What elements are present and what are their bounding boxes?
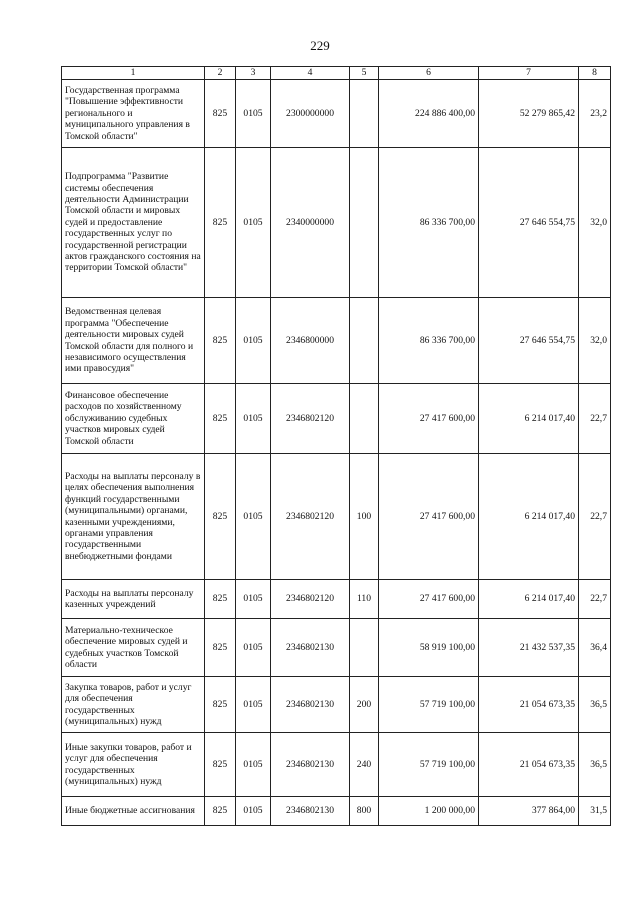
actual-amount-cell: 377 864,00 — [479, 797, 579, 826]
expense-type-cell — [350, 80, 379, 148]
admin-code-cell: 825 — [205, 580, 236, 619]
table-row — [62, 733, 611, 797]
admin-code-cell: 825 — [205, 148, 236, 298]
percent-cell: 36,5 — [579, 733, 611, 797]
admin-code-cell: 825 — [205, 454, 236, 580]
section-code-cell: 0105 — [236, 619, 271, 677]
actual-amount-cell: 6 214 017,40 — [479, 454, 579, 580]
column-header: 3 — [236, 67, 271, 80]
row-name-cell: Расходы на выплаты персоналу в целях обеспечения выполнения функций государственными (муниципальными) органами, казенными учреждениями, органами управления государственными внебюджетными фондами — [62, 454, 205, 580]
percent-cell: 36,5 — [579, 677, 611, 733]
table-row — [62, 80, 611, 148]
plan-amount-cell: 27 417 600,00 — [379, 580, 479, 619]
table-row — [62, 384, 611, 454]
actual-amount-cell: 27 646 554,75 — [479, 298, 579, 384]
table-row — [62, 298, 611, 384]
column-header: 6 — [379, 67, 479, 80]
column-header: 7 — [479, 67, 579, 80]
target-article-cell: 2346802130 — [271, 797, 350, 826]
admin-code-cell: 825 — [205, 677, 236, 733]
percent-cell: 22,7 — [579, 580, 611, 619]
plan-amount-cell: 57 719 100,00 — [379, 733, 479, 797]
section-code-cell: 0105 — [236, 677, 271, 733]
row-name-cell: Подпрограмма "Развитие системы обеспечения деятельности Администрации Томской области и мировых судей и предоставление государственных услуг по государственной регистрации актов гражданского состояния на территории Томской области" — [62, 148, 205, 298]
admin-code-cell: 825 — [205, 80, 236, 148]
section-code-cell: 0105 — [236, 80, 271, 148]
column-header: 4 — [271, 67, 350, 80]
row-name-cell: Иные бюджетные ассигнования — [62, 797, 205, 826]
table-row — [62, 677, 611, 733]
row-name-cell: Ведомственная целевая программа "Обеспечение деятельности мировых судей Томской области для полного и независимого осуществления ими правосудия" — [62, 298, 205, 384]
target-article-cell: 2346802130 — [271, 733, 350, 797]
plan-amount-cell: 27 417 600,00 — [379, 454, 479, 580]
expense-type-cell — [350, 148, 379, 298]
percent-cell: 36,4 — [579, 619, 611, 677]
table-row — [62, 454, 611, 580]
section-code-cell: 0105 — [236, 454, 271, 580]
plan-amount-cell: 224 886 400,00 — [379, 80, 479, 148]
admin-code-cell: 825 — [205, 797, 236, 826]
column-header: 1 — [62, 67, 205, 80]
target-article-cell: 2346802130 — [271, 619, 350, 677]
admin-code-cell: 825 — [205, 619, 236, 677]
expense-type-cell: 100 — [350, 454, 379, 580]
percent-cell: 32,0 — [579, 148, 611, 298]
actual-amount-cell: 21 054 673,35 — [479, 733, 579, 797]
actual-amount-cell: 27 646 554,75 — [479, 148, 579, 298]
row-name-cell: Иные закупки товаров, работ и услуг для обеспечения государственных (муниципальных) нужд — [62, 733, 205, 797]
section-code-cell: 0105 — [236, 148, 271, 298]
page-number: 229 — [310, 38, 330, 53]
column-header: 8 — [579, 67, 611, 80]
target-article-cell: 2346802120 — [271, 384, 350, 454]
row-name-cell: Материально-техническое обеспечение мировых судей и судебных участков Томской области — [62, 619, 205, 677]
expense-type-cell: 800 — [350, 797, 379, 826]
expense-type-cell: 240 — [350, 733, 379, 797]
row-name-cell: Закупка товаров, работ и услуг для обеспечения государственных (муниципальных) нужд — [62, 677, 205, 733]
plan-amount-cell: 86 336 700,00 — [379, 298, 479, 384]
row-name-cell: Финансовое обеспечение расходов по хозяйственному обслуживанию судебных участков мировых судей Томской области — [62, 384, 205, 454]
target-article-cell: 2340000000 — [271, 148, 350, 298]
target-article-cell: 2346802130 — [271, 677, 350, 733]
admin-code-cell: 825 — [205, 384, 236, 454]
table-row — [62, 580, 611, 619]
plan-amount-cell: 58 919 100,00 — [379, 619, 479, 677]
target-article-cell: 2346802120 — [271, 580, 350, 619]
section-code-cell: 0105 — [236, 580, 271, 619]
percent-cell: 31,5 — [579, 797, 611, 826]
admin-code-cell: 825 — [205, 733, 236, 797]
section-code-cell: 0105 — [236, 384, 271, 454]
section-code-cell: 0105 — [236, 298, 271, 384]
plan-amount-cell: 1 200 000,00 — [379, 797, 479, 826]
actual-amount-cell: 21 432 537,35 — [479, 619, 579, 677]
column-header: 5 — [350, 67, 379, 80]
section-code-cell: 0105 — [236, 733, 271, 797]
plan-amount-cell: 86 336 700,00 — [379, 148, 479, 298]
percent-cell: 23,2 — [579, 80, 611, 148]
target-article-cell: 2346800000 — [271, 298, 350, 384]
expense-type-cell — [350, 619, 379, 677]
section-code-cell: 0105 — [236, 797, 271, 826]
percent-cell: 22,7 — [579, 454, 611, 580]
budget-table — [61, 66, 611, 826]
table-row — [62, 797, 611, 826]
actual-amount-cell: 52 279 865,42 — [479, 80, 579, 148]
percent-cell: 22,7 — [579, 384, 611, 454]
percent-cell: 32,0 — [579, 298, 611, 384]
expense-type-cell — [350, 384, 379, 454]
target-article-cell: 2300000000 — [271, 80, 350, 148]
expense-type-cell: 200 — [350, 677, 379, 733]
plan-amount-cell: 57 719 100,00 — [379, 677, 479, 733]
actual-amount-cell: 6 214 017,40 — [479, 580, 579, 619]
target-article-cell: 2346802120 — [271, 454, 350, 580]
plan-amount-cell: 27 417 600,00 — [379, 384, 479, 454]
admin-code-cell: 825 — [205, 298, 236, 384]
expense-type-cell — [350, 298, 379, 384]
table-row — [62, 148, 611, 298]
expense-type-cell: 110 — [350, 580, 379, 619]
column-header: 2 — [205, 67, 236, 80]
actual-amount-cell: 6 214 017,40 — [479, 384, 579, 454]
table-header-row — [62, 67, 611, 80]
row-name-cell: Расходы на выплаты персоналу казенных учреждений — [62, 580, 205, 619]
row-name-cell: Государственная программа "Повышение эффективности регионального и муниципального управления в Томской области" — [62, 80, 205, 148]
actual-amount-cell: 21 054 673,35 — [479, 677, 579, 733]
table-row — [62, 619, 611, 677]
